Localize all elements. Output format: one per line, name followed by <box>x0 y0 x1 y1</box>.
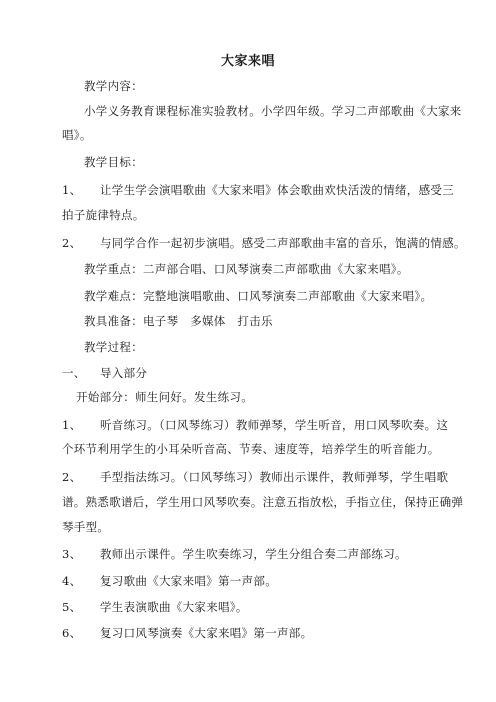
section-label-content: 教学内容： <box>84 79 143 93</box>
list-number: 3、 <box>62 547 82 561</box>
list-number: 2、 <box>62 236 82 250</box>
list-text: 教师出示课件。学生吹奏练习，学生分组合奏二声部练习。 <box>100 547 407 561</box>
list-number: 4、 <box>62 574 82 588</box>
list-text: 复习口风琴演奏《大家来唱》第一声部。 <box>100 626 313 640</box>
list-number: 一、 <box>62 366 86 380</box>
list-text: 导入部分 <box>100 366 148 380</box>
section-label-goals: 教学目标： <box>84 155 143 169</box>
list-text: 听音练习。（口风琴练习）教师弹琴，学生听音，用口风琴吹奏。这 <box>100 418 449 432</box>
paragraph-line: 个环节利用学生的小耳朵听音高、节奏、速度等，培养学生的听音能力。 <box>62 442 440 456</box>
list-text: 学生表演歌曲《大家来唱》。 <box>100 600 248 614</box>
list-number: 1、 <box>62 183 82 197</box>
list-text: 手型指法练习。（口风琴练习）教师出示课件，教师弹琴，学生唱歌 <box>100 470 449 484</box>
list-item <box>62 547 442 562</box>
list-number: 1、 <box>62 418 82 432</box>
paragraph-line: 教学重点：二声部合唱、口风琴演奏二声部歌曲《大家来唱》。 <box>84 262 409 276</box>
paragraph-line: 琴手型。 <box>62 520 110 534</box>
list-text: 让学生学会演唱歌曲《大家来唱》体会歌曲欢快活泼的情绪，感受三 <box>100 183 454 197</box>
paragraph-line: 教学难点：完整地演唱歌曲、口风琴演奏二声部歌曲《大家来唱》。 <box>84 289 433 303</box>
list-text: 复习歌曲《大家来唱》第一声部。 <box>100 574 277 588</box>
list-number: 5、 <box>62 600 82 614</box>
list-item <box>62 366 442 381</box>
list-item <box>62 470 449 485</box>
section-label-process: 教学过程： <box>84 340 143 354</box>
paragraph-line: 谱。熟悉歌谱后，学生用口风琴吹奏。注意五指放松，手指立住，保持正确弹 <box>62 495 464 509</box>
list-number: 2、 <box>62 470 82 484</box>
paragraph-line: 教具准备：电子琴 多媒体 打击乐 <box>84 314 273 328</box>
document-title: 大家来唱 <box>220 54 275 69</box>
paragraph-line: 唱》。 <box>62 128 92 142</box>
list-item <box>62 574 442 589</box>
paragraph-line: 小学义务教育课程标准实验教材。小学四年级。学习二声部歌曲《大家来 <box>84 104 462 118</box>
paragraph-line: 拍子旋律特点。 <box>62 208 145 222</box>
list-text: 与同学合作一起初步演唱。感受二声部歌曲丰富的音乐，饱满的情感。 <box>100 236 466 250</box>
list-item <box>62 600 442 615</box>
list-number: 6、 <box>62 626 82 640</box>
list-item <box>62 236 466 251</box>
list-item <box>62 418 449 433</box>
list-item <box>62 626 442 641</box>
list-item <box>62 183 454 198</box>
paragraph-line: 开始部分：师生问好。发生练习。 <box>76 390 253 404</box>
